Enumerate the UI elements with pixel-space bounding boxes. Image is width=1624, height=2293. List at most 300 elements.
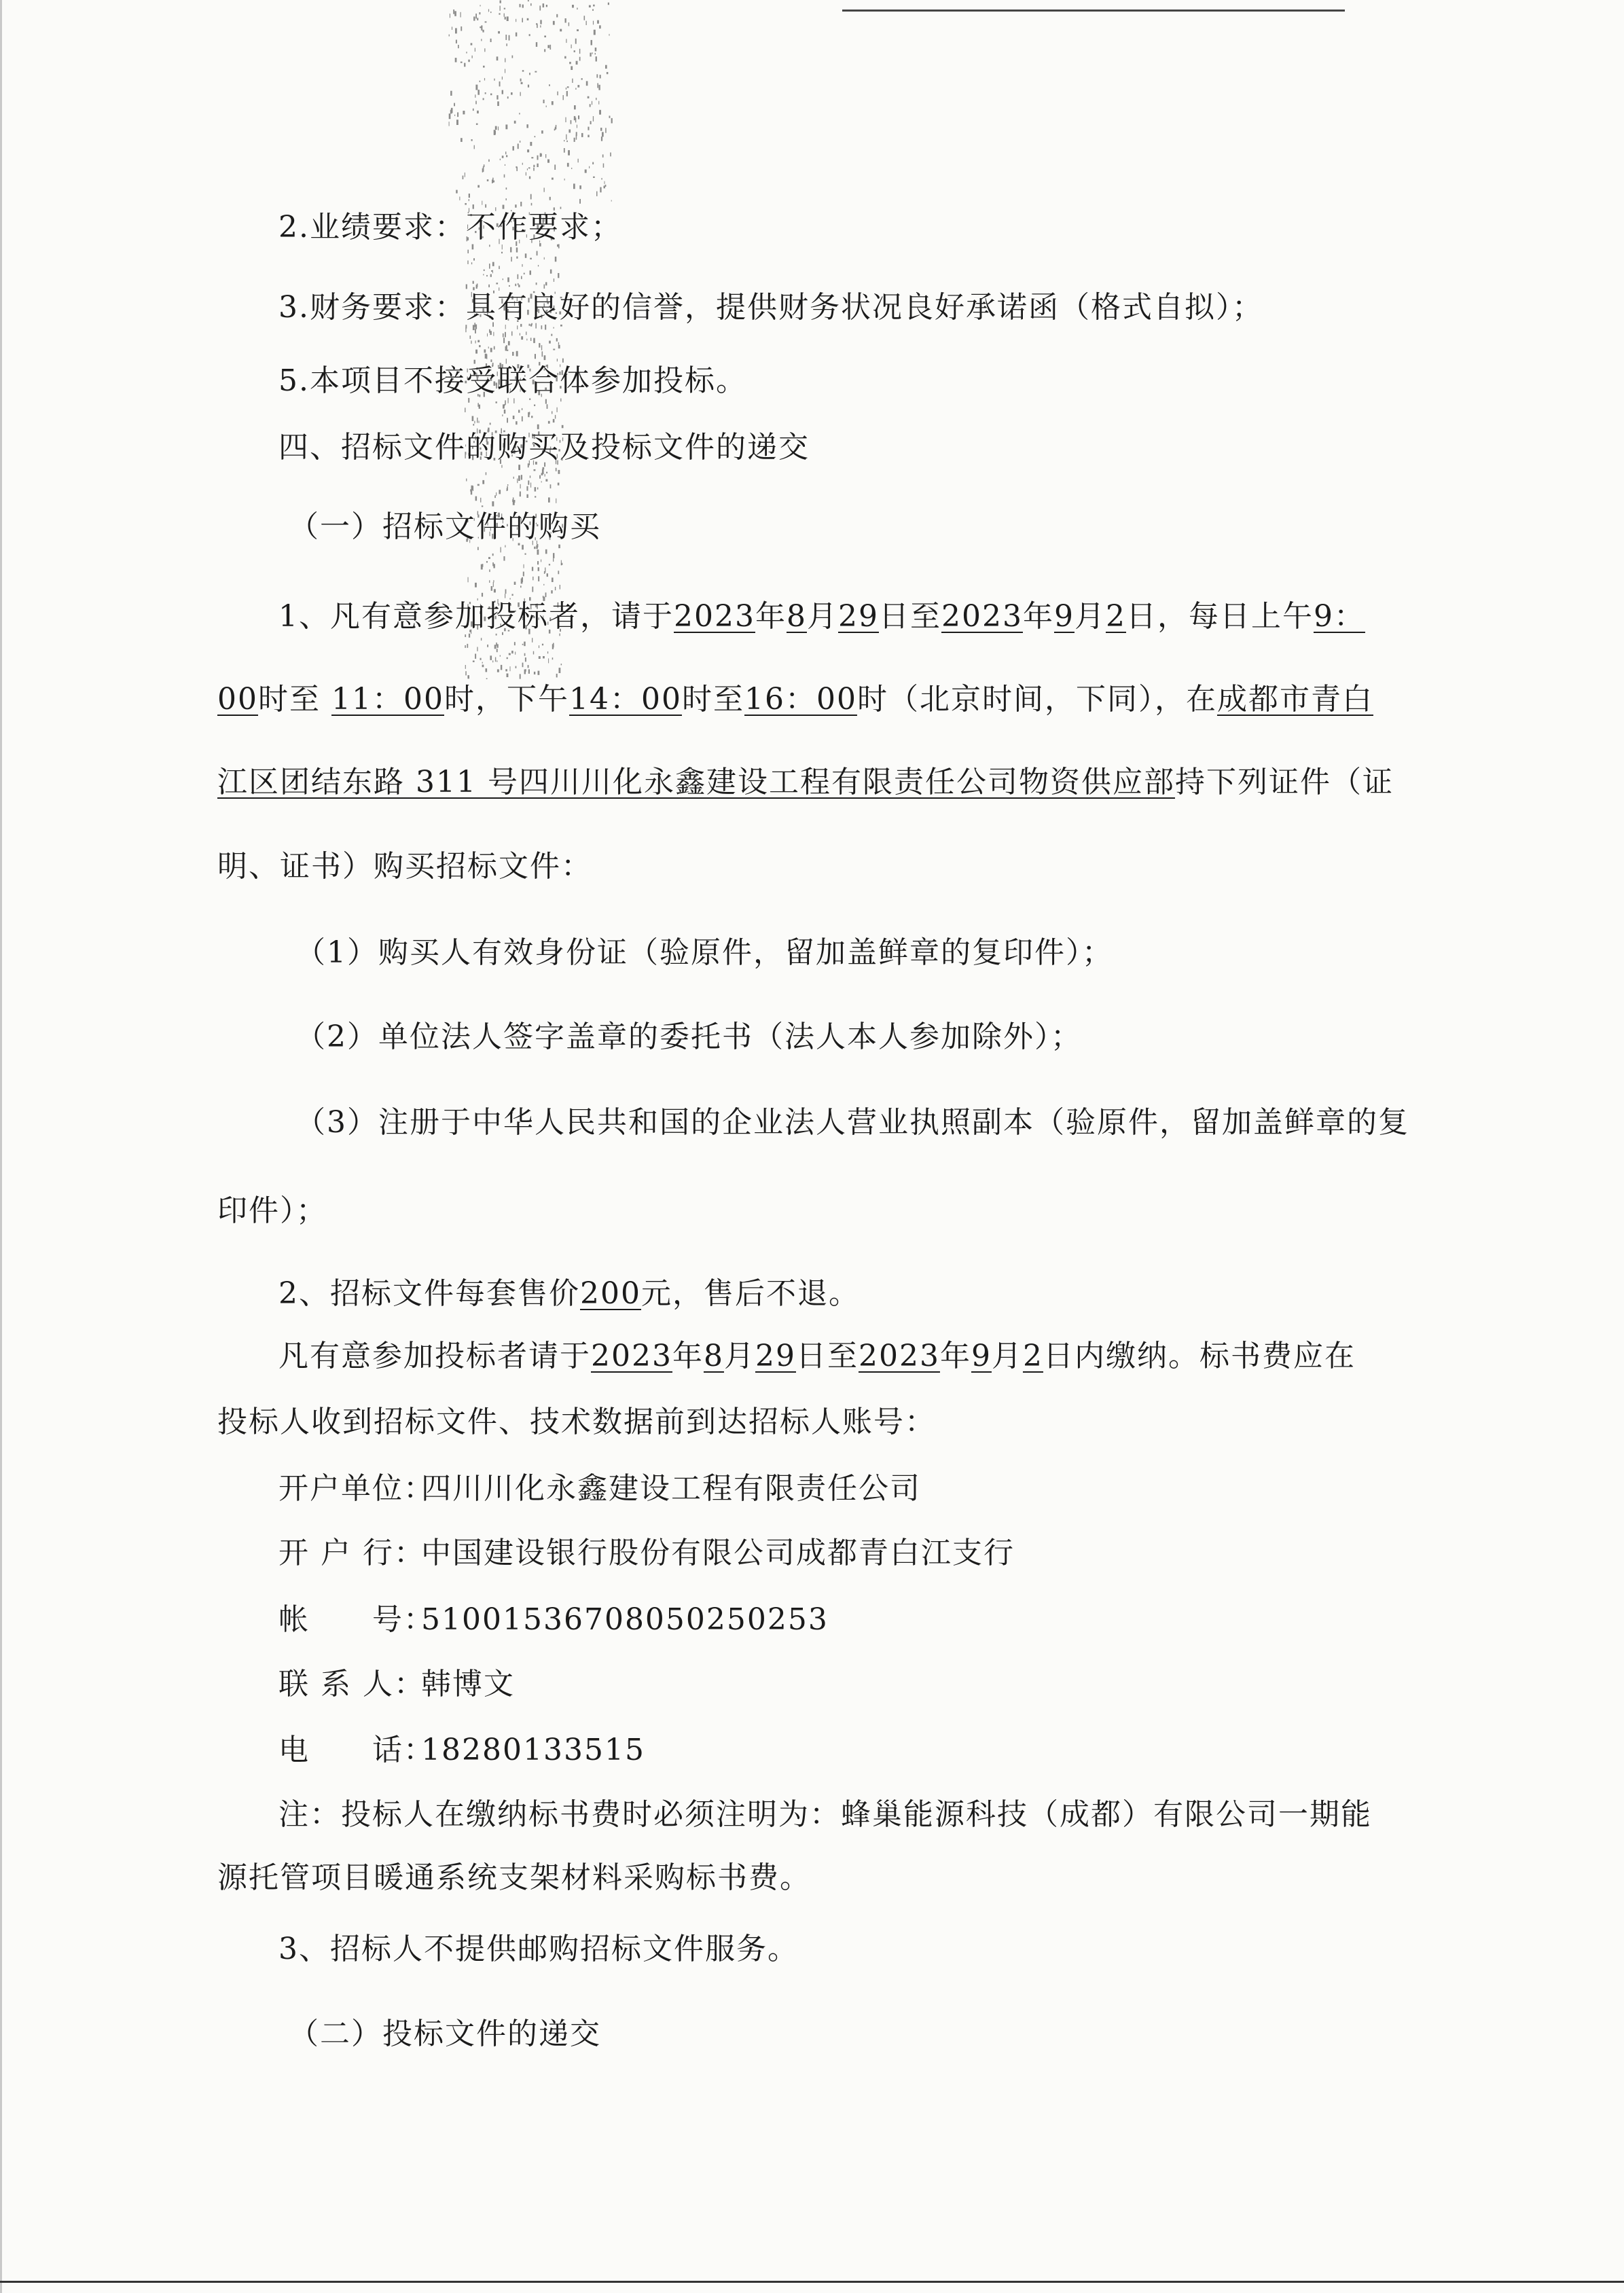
noise-speck xyxy=(505,124,507,129)
noise-speck xyxy=(564,56,566,59)
noise-speck xyxy=(586,21,587,25)
noise-speck xyxy=(542,351,543,357)
noise-speck xyxy=(579,185,581,189)
noise-speck xyxy=(514,500,516,503)
noise-speck xyxy=(549,341,551,344)
noise-speck xyxy=(504,8,505,10)
noise-speck xyxy=(592,10,594,11)
noise-speck xyxy=(537,488,539,490)
noise-speck xyxy=(499,490,501,494)
noise-speck xyxy=(599,25,601,29)
noise-speck xyxy=(491,270,492,272)
noise-speck xyxy=(593,21,594,25)
noise-speck xyxy=(610,153,611,157)
noise-speck xyxy=(527,18,529,20)
noise-speck xyxy=(552,101,554,105)
noise-speck xyxy=(482,30,484,33)
noise-speck xyxy=(475,340,476,343)
noise-speck xyxy=(520,492,521,497)
noise-speck xyxy=(522,663,524,668)
noise-speck xyxy=(605,128,607,132)
noise-speck xyxy=(533,168,535,171)
noise-speck xyxy=(475,85,477,90)
noise-speck xyxy=(477,284,478,287)
noise-speck xyxy=(529,177,530,179)
noise-speck xyxy=(560,29,562,32)
noise-speck xyxy=(499,13,500,14)
noise-speck xyxy=(535,136,536,137)
noise-speck xyxy=(461,26,462,31)
payment-period-line-2: 投标人收到招标文件、技术数据前到达招标人账号： xyxy=(217,1405,936,1439)
noise-speck xyxy=(467,261,468,264)
noise-speck xyxy=(472,56,473,58)
noise-speck xyxy=(611,200,612,202)
noise-speck xyxy=(545,282,547,285)
noise-speck xyxy=(490,422,491,425)
noise-speck xyxy=(549,564,550,565)
noise-speck xyxy=(558,470,560,474)
noise-speck xyxy=(484,270,485,271)
noise-speck xyxy=(520,4,521,7)
noise-speck xyxy=(509,285,510,287)
noise-speck xyxy=(522,163,523,165)
noise-speck xyxy=(550,45,552,50)
noise-speck xyxy=(449,35,450,37)
noise-speck xyxy=(521,579,523,584)
noise-speck xyxy=(592,162,594,164)
noise-speck xyxy=(486,561,488,562)
noise-speck xyxy=(505,17,506,20)
required-doc-3: （3）注册于中华人民共和国的企业法人营业执照副本（验原件，留加盖鲜章的复 xyxy=(295,1105,1409,1140)
noise-speck xyxy=(530,142,532,146)
noise-speck xyxy=(575,118,576,122)
noise-speck xyxy=(558,483,560,486)
account-contact: 联 系 人：韩博文 xyxy=(278,1667,515,1701)
noise-speck xyxy=(493,332,494,336)
subsection-heading-submission: （二）投标文件的递交 xyxy=(289,2017,601,2051)
noise-speck xyxy=(555,415,556,419)
noise-speck xyxy=(600,75,601,78)
noise-speck xyxy=(514,582,516,585)
noise-speck xyxy=(592,52,593,54)
noise-speck xyxy=(600,128,602,131)
purchase-address-line: 江区团结东路 311 号四川川化永鑫建设工程有限责任公司物资供应部持下列证件（证 xyxy=(217,765,1394,799)
noise-speck xyxy=(499,82,501,86)
noise-speck xyxy=(486,668,488,672)
noise-speck xyxy=(517,479,518,484)
noise-speck xyxy=(461,62,463,63)
noise-speck xyxy=(525,253,527,258)
noise-speck xyxy=(576,132,577,136)
noise-speck xyxy=(544,49,545,52)
noise-speck xyxy=(553,419,555,422)
noise-speck xyxy=(465,665,466,669)
purchase-period-line-1: 1、凡有意参加投标者，请于2023年8月29日至2023年9月2日，每日上午9： xyxy=(278,599,1365,634)
noise-speck xyxy=(600,187,601,193)
noise-speck xyxy=(491,586,492,591)
noise-speck xyxy=(544,355,546,360)
noise-speck xyxy=(572,79,573,83)
account-unit: 开户单位：四川川化永鑫建设工程有限责任公司 xyxy=(278,1471,921,1506)
noise-speck xyxy=(544,571,545,574)
noise-speck xyxy=(552,657,554,660)
subsection-heading-purchase: （一）招标文件的购买 xyxy=(289,509,601,544)
noise-speck xyxy=(598,85,600,90)
noise-speck xyxy=(483,66,485,68)
noise-speck xyxy=(513,146,514,150)
noise-speck xyxy=(511,331,513,336)
noise-speck xyxy=(574,105,576,109)
noise-speck xyxy=(555,257,557,262)
noise-speck xyxy=(473,424,474,426)
noise-speck xyxy=(602,132,604,137)
noise-speck xyxy=(481,564,483,570)
noise-speck xyxy=(481,39,482,41)
noise-speck xyxy=(528,167,530,168)
noise-speck xyxy=(586,81,588,86)
noise-speck xyxy=(537,549,539,555)
noise-speck xyxy=(505,590,507,594)
noise-speck xyxy=(514,642,516,645)
noise-speck xyxy=(539,344,541,346)
noise-speck xyxy=(512,499,513,502)
noise-speck xyxy=(559,668,561,673)
noise-speck xyxy=(548,658,549,663)
noise-speck xyxy=(475,654,476,659)
noise-speck xyxy=(527,168,528,170)
noise-speck xyxy=(485,354,487,359)
noise-speck xyxy=(511,651,513,653)
noise-speck xyxy=(593,177,595,178)
noise-speck xyxy=(501,665,502,670)
noise-speck xyxy=(488,346,489,348)
noise-speck xyxy=(489,569,490,572)
noise-speck xyxy=(521,475,522,480)
noise-speck xyxy=(490,12,492,13)
noise-speck xyxy=(598,101,599,105)
noise-speck xyxy=(516,33,517,37)
noise-speck xyxy=(449,113,451,119)
noise-speck xyxy=(528,669,530,674)
noise-speck xyxy=(609,34,610,36)
noise-speck xyxy=(506,155,507,157)
noise-speck xyxy=(520,585,522,588)
noise-speck xyxy=(466,479,467,482)
noise-speck xyxy=(518,283,519,285)
noise-speck xyxy=(537,156,539,160)
noise-speck xyxy=(465,203,467,205)
noise-speck xyxy=(507,418,508,422)
noise-speck xyxy=(520,674,521,679)
noise-speck xyxy=(482,662,483,664)
noise-speck xyxy=(528,85,529,88)
noise-speck xyxy=(504,14,505,17)
noise-speck xyxy=(537,561,539,564)
noise-speck xyxy=(576,61,578,65)
noise-speck xyxy=(574,50,575,52)
noise-speck xyxy=(543,100,545,103)
noise-speck xyxy=(500,159,501,160)
noise-speck xyxy=(540,20,541,24)
noise-speck xyxy=(545,549,547,554)
noise-speck xyxy=(515,652,516,655)
noise-speck xyxy=(483,274,484,275)
noise-speck xyxy=(533,338,535,344)
noise-speck xyxy=(522,416,523,422)
noise-speck xyxy=(534,672,535,674)
noise-speck xyxy=(535,354,536,359)
noise-speck xyxy=(489,580,490,583)
document-price: 2、招标文件每套售价200元，售后不退。 xyxy=(278,1276,860,1311)
noise-speck xyxy=(547,573,548,577)
noise-speck xyxy=(538,671,540,675)
noise-speck xyxy=(569,130,571,133)
noise-speck xyxy=(547,45,549,48)
noise-speck xyxy=(492,262,494,266)
noise-speck xyxy=(571,66,573,70)
noise-speck xyxy=(534,405,535,406)
noise-speck xyxy=(581,78,583,80)
noise-speck xyxy=(546,5,547,7)
noise-speck xyxy=(524,642,526,647)
required-doc-3-cont: 印件）； xyxy=(217,1193,327,1228)
performance-requirement: 2.业绩要求：不作要求； xyxy=(278,210,622,245)
noise-speck xyxy=(533,651,534,655)
noise-speck xyxy=(532,587,533,592)
noise-speck xyxy=(505,151,506,154)
noise-speck xyxy=(497,649,498,652)
noise-speck xyxy=(477,185,480,188)
noise-speck xyxy=(518,274,519,279)
mail-order-clause: 3、招标人不提供邮购招标文件服务。 xyxy=(278,1932,799,1966)
page-left-edge xyxy=(0,0,2,2293)
noise-speck xyxy=(456,120,458,125)
noise-speck xyxy=(551,334,552,336)
noise-speck xyxy=(601,178,602,180)
noise-speck xyxy=(579,49,580,54)
noise-speck xyxy=(590,104,591,107)
noise-speck xyxy=(516,666,517,668)
noise-speck xyxy=(494,495,496,498)
noise-speck xyxy=(578,115,579,120)
noise-speck xyxy=(484,78,485,81)
noise-speck xyxy=(475,350,477,354)
noise-speck xyxy=(492,501,494,506)
section-heading-4: 四、招标文件的购买及投标文件的递交 xyxy=(278,430,810,465)
noise-speck xyxy=(507,277,509,282)
noise-speck xyxy=(450,110,452,114)
noise-speck xyxy=(530,483,531,488)
noise-speck xyxy=(609,115,611,118)
noise-speck xyxy=(557,408,558,412)
consortium-clause: 5.本项目不接受联合体参加投标。 xyxy=(278,363,747,398)
noise-speck xyxy=(518,144,519,149)
noise-speck xyxy=(565,18,566,23)
noise-speck xyxy=(516,166,517,168)
noise-speck xyxy=(541,130,543,134)
noise-speck xyxy=(473,16,475,20)
noise-speck xyxy=(530,3,532,6)
noise-speck xyxy=(480,498,481,503)
noise-speck xyxy=(535,496,536,497)
noise-speck xyxy=(516,351,518,357)
noise-speck xyxy=(522,644,524,645)
noise-speck xyxy=(453,10,454,14)
noise-speck xyxy=(493,582,494,587)
noise-speck xyxy=(456,40,457,43)
noise-speck xyxy=(477,111,479,113)
noise-speck xyxy=(608,3,609,5)
noise-speck xyxy=(505,332,506,338)
noise-speck xyxy=(528,665,529,668)
noise-speck xyxy=(565,118,566,122)
payment-period-line-1: 凡有意参加投标者请于2023年8月29日至2023年9月2日内缴纳。标书费应在 xyxy=(278,1339,1356,1373)
noise-speck xyxy=(553,21,555,25)
noise-speck xyxy=(464,63,465,67)
noise-speck xyxy=(449,122,450,126)
noise-speck xyxy=(500,6,501,11)
noise-speck xyxy=(486,472,487,475)
noise-speck xyxy=(490,348,492,352)
noise-speck xyxy=(513,477,514,479)
noise-speck xyxy=(588,135,589,138)
noise-speck xyxy=(521,276,522,279)
noise-speck xyxy=(533,165,535,167)
noise-speck xyxy=(500,655,501,657)
noise-speck xyxy=(589,5,591,7)
noise-speck xyxy=(548,497,550,502)
noise-speck xyxy=(503,556,505,561)
noise-speck xyxy=(542,469,544,474)
noise-speck xyxy=(530,194,532,200)
noise-speck xyxy=(590,53,591,57)
noise-speck xyxy=(601,137,602,141)
noise-speck xyxy=(484,48,485,52)
noise-speck xyxy=(596,192,598,196)
noise-speck xyxy=(473,109,474,111)
noise-speck xyxy=(531,157,533,158)
noise-speck xyxy=(599,110,601,115)
noise-speck xyxy=(463,176,464,180)
noise-speck xyxy=(498,31,500,34)
noise-speck xyxy=(488,160,490,162)
noise-speck xyxy=(536,283,537,285)
noise-speck xyxy=(526,124,528,128)
noise-speck xyxy=(512,56,513,58)
noise-speck xyxy=(483,166,484,172)
noise-speck xyxy=(455,58,457,62)
noise-speck xyxy=(555,587,556,590)
noise-speck xyxy=(467,250,469,253)
note-line-1: 注：投标人在缴纳标书费时必须注明为：蜂巢能源科技（成都）有限公司一期能 xyxy=(278,1797,1372,1832)
noise-speck xyxy=(558,342,559,345)
noise-speck xyxy=(496,401,497,403)
noise-speck xyxy=(450,91,452,96)
noise-speck xyxy=(490,94,492,96)
noise-speck xyxy=(566,91,568,96)
noise-speck xyxy=(534,469,536,471)
noise-speck xyxy=(459,197,460,200)
noise-speck xyxy=(532,638,533,643)
noise-speck xyxy=(537,251,538,256)
noise-speck xyxy=(479,421,480,423)
noise-speck xyxy=(558,345,560,348)
noise-speck xyxy=(471,139,473,141)
noise-speck xyxy=(563,95,564,100)
top-rule xyxy=(842,10,1345,12)
noise-speck xyxy=(506,187,507,189)
noise-speck xyxy=(553,643,554,648)
noise-speck xyxy=(579,199,581,204)
noise-speck xyxy=(486,275,488,276)
noise-speck xyxy=(481,638,482,640)
noise-speck xyxy=(528,0,529,1)
noise-speck xyxy=(461,138,463,142)
noise-speck xyxy=(531,203,533,206)
noise-speck xyxy=(494,346,495,350)
noise-speck xyxy=(474,145,475,149)
noise-speck xyxy=(528,480,529,484)
noise-speck xyxy=(490,274,492,277)
noise-speck xyxy=(473,661,475,662)
noise-speck xyxy=(522,18,523,22)
noise-speck xyxy=(503,333,504,338)
noise-speck xyxy=(547,160,549,163)
noise-speck xyxy=(572,5,574,7)
noise-speck xyxy=(588,96,590,98)
noise-speck xyxy=(497,101,499,106)
noise-speck xyxy=(477,484,480,486)
noise-speck xyxy=(472,416,474,422)
noise-speck xyxy=(489,264,490,269)
noise-speck xyxy=(531,416,533,418)
noise-speck xyxy=(552,178,554,180)
noise-speck xyxy=(471,486,473,490)
noise-speck xyxy=(547,651,548,653)
noise-speck xyxy=(522,5,524,8)
noise-speck xyxy=(550,270,552,274)
noise-speck xyxy=(467,644,468,648)
noise-speck xyxy=(578,159,579,163)
noise-speck xyxy=(551,590,552,594)
noise-speck xyxy=(611,118,613,124)
financial-requirement: 3.财务要求：具有良好的信誉，提供财务状况良好承诺函（格式自拟）； xyxy=(278,290,1263,325)
noise-speck xyxy=(510,666,511,671)
noise-speck xyxy=(584,16,585,20)
noise-speck xyxy=(506,345,507,349)
noise-speck xyxy=(506,198,507,200)
noise-speck xyxy=(454,115,455,116)
noise-speck xyxy=(481,25,482,31)
noise-speck xyxy=(490,39,492,42)
noise-speck xyxy=(597,20,599,24)
noise-speck xyxy=(482,480,484,484)
noise-speck xyxy=(502,156,504,158)
noise-speck xyxy=(530,338,532,341)
noise-speck xyxy=(595,53,596,55)
noise-speck xyxy=(590,121,592,124)
noise-speck xyxy=(524,273,525,274)
noise-speck xyxy=(525,657,526,662)
noise-speck xyxy=(568,150,570,156)
noise-speck xyxy=(471,262,472,264)
noise-speck xyxy=(527,149,529,152)
noise-speck xyxy=(514,121,516,124)
noise-speck xyxy=(539,5,541,10)
note-line-2: 源托管项目暖通系统支架材料采购标书费。 xyxy=(217,1860,811,1895)
noise-speck xyxy=(488,9,489,12)
noise-speck xyxy=(502,77,503,80)
